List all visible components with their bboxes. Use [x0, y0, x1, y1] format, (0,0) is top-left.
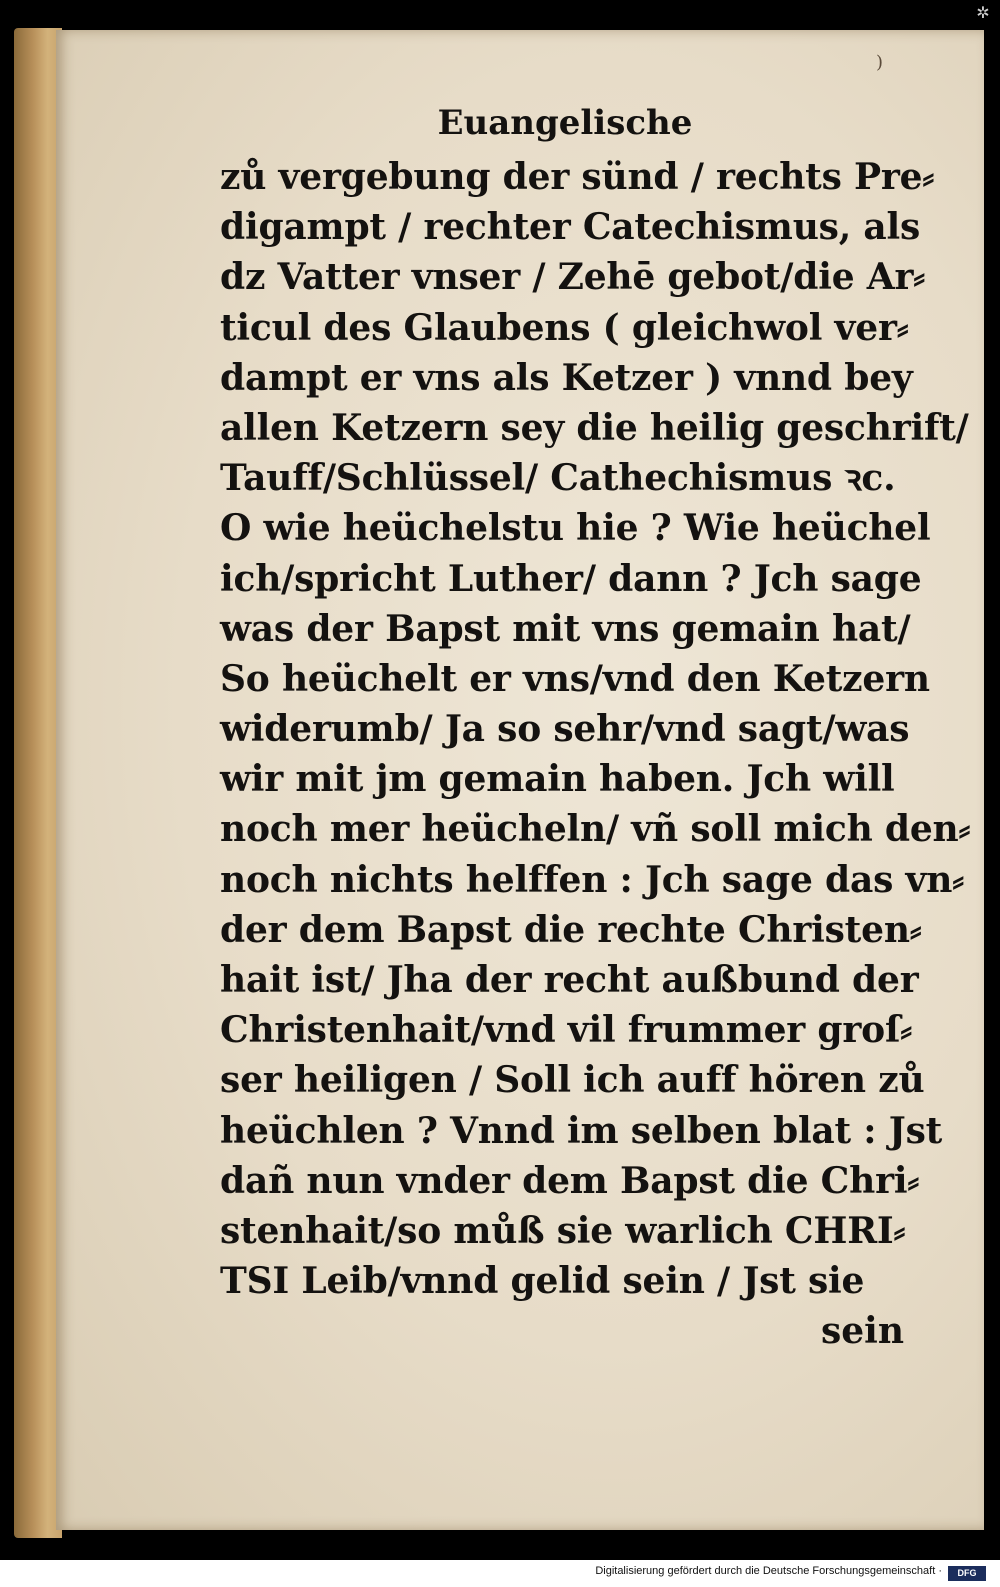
text-line: stenhait/so můß sie warlich CHRI⸗: [220, 1209, 906, 1252]
text-line: Christenhait/vnd vil frummer groſ⸗: [220, 1009, 913, 1052]
text-line: noch mer heücheln/ vñ soll mich den⸗: [220, 808, 971, 851]
text-line: ich/spricht Luther/ dann ? Jch sage: [220, 557, 922, 600]
footer-credit: Digitalisierung gefördert durch die Deutsche Forschungsgemeinschaft ·: [595, 1565, 942, 1577]
text-line: digampt / rechter Catechismus, als: [220, 206, 921, 249]
text-line: heüchlen ? Vnnd im selben blat : Jst: [220, 1109, 943, 1152]
gear-icon: ✲: [976, 3, 990, 22]
text-line: ticul des Glaubens ( gleichwol ver⸗: [220, 306, 909, 349]
text-line: dampt er vns als Ketzer ) vnnd bey: [220, 356, 913, 399]
text-line: der dem Bapst die rechte Christen⸗: [220, 908, 922, 951]
text-line: Tauff/Schlüssel/ Cathechismus ꝛc.: [220, 457, 896, 500]
text-line: O wie heüchelstu hie ? Wie heüchel: [220, 507, 931, 550]
page-corner-mark: ): [876, 52, 884, 73]
dfg-logo: DFG: [948, 1566, 986, 1581]
text-line: was der Bapst mit vns gemain hat/: [220, 607, 911, 650]
text-line: hait ist/ Jha der recht außbund der: [220, 959, 919, 1001]
text-line: dañ nun vnder dem Bapst die Chri⸗: [220, 1159, 920, 1202]
text-line: zů vergebung der sünd / rechts Pre⸗: [220, 156, 935, 198]
text-line: wir mit jm gemain haben. Jch will: [220, 758, 895, 801]
text-line: widerumb/ Ja so sehr/vnd sagt/was: [220, 708, 910, 751]
text-lines: [220, 152, 971, 1306]
text-line: So heüchelt er vns/vnd den Ketzern: [220, 657, 930, 700]
catchword: sein: [820, 1310, 904, 1353]
text-line: ser heiligen / Soll ich auff hören zů: [220, 1059, 925, 1102]
footer-bar: [0, 1560, 1000, 1587]
text-line: TSI Leib/vnnd gelid sein / Jst sie: [220, 1260, 865, 1303]
text-block: [220, 100, 971, 1356]
text-line: noch nichts helffen : Jch sage das vn⸗: [220, 858, 964, 901]
book-spine-edge: [14, 28, 62, 1538]
running-head: Euangelische: [437, 103, 693, 143]
text-line: dz Vatter vnser / Zehē gebot/die Ar⸗: [220, 256, 926, 299]
text-line: allen Ketzern sey die heilig geschrift/: [220, 406, 969, 449]
